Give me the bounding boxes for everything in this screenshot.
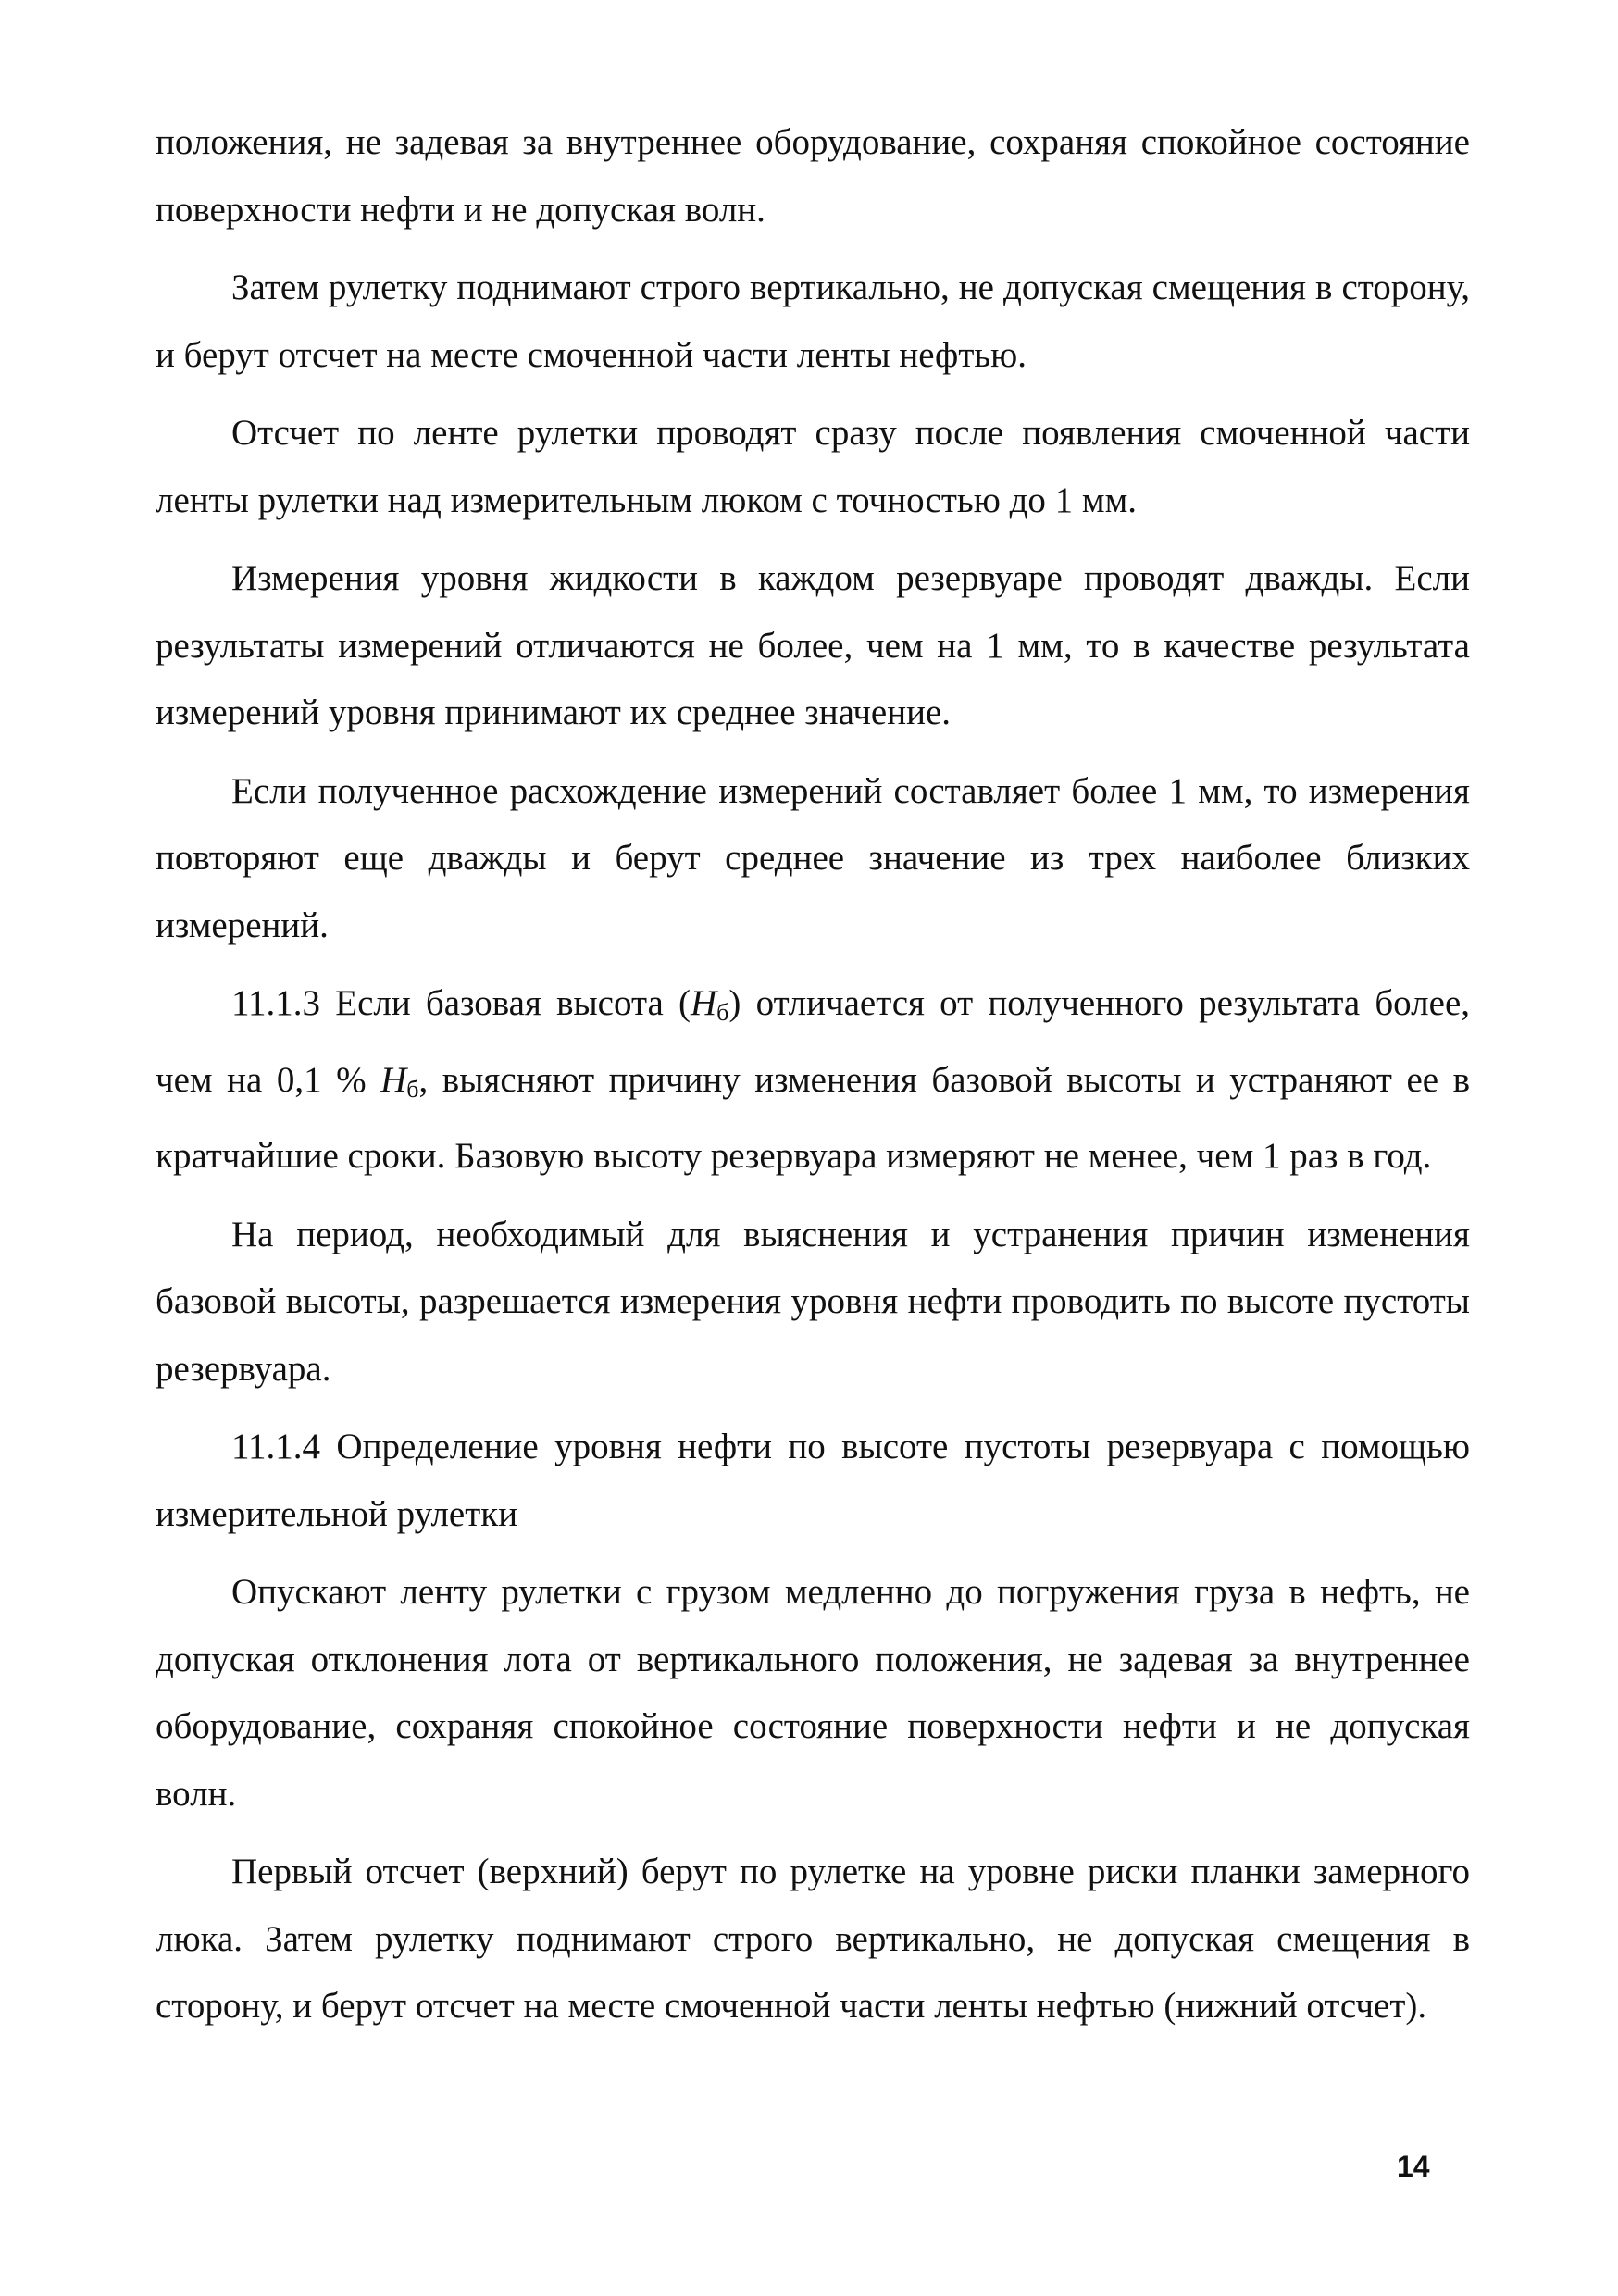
paragraph-4: Измерения уровня жидкости в каждом резервуаре проводят дважды. Если результаты измерений отличаются не более, чем на 1 мм, то в качестве результата измерений уровня принимают их среднее значение. bbox=[156, 558, 1470, 732]
paragraph-2: Затем рулетку поднимают строго вертикально, не допуская смещения в сторону, и берут отсчет на месте смоченной части ленты нефтью. bbox=[156, 268, 1470, 375]
paragraph-5: Если полученное расхождение измерений составляет более 1 мм, то измерения повторяют еще дважды и берут среднее значение из трех наиболее близких измерений. bbox=[156, 770, 1470, 945]
paragraph-1: положения, не задевая за внутреннее оборудование, сохраняя спокойное состояние поверхности нефти и не допуская волн. bbox=[156, 122, 1470, 230]
clause-text-part-1: 11.1.3 Если базовая высота ( bbox=[231, 983, 691, 1023]
paragraph-9: Опускают ленту рулетки с грузом медленно до погружения груза в нефть, не допуская отклонения лота от вертикального положения, не задевая за внутреннее оборудование, сохраняя спокойное состояние поверхности нефти и не допуская волн. bbox=[156, 1572, 1470, 1814]
page-number: 14 bbox=[1397, 2150, 1430, 2183]
paragraph-3: Отсчет по ленте рулетки проводят сразу после появления смоченной части ленты рулетки над измерительным люком с точностью до 1 мм. bbox=[156, 413, 1470, 520]
base-height-symbol: $Н_б$ bbox=[691, 983, 729, 1026]
paragraph-6-clause-11-1-3 bbox=[156, 970, 1470, 1191]
paragraph-8-clause-11-1-4: 11.1.4 Определение уровня нефти по высоте пустоты резервуара с помощью измерительной рулетки bbox=[156, 1427, 1470, 1534]
paragraph-10: Первый отсчет (верхний) берут по рулетке на уровне риски планки замерного люка. Затем рулетку поднимают строго вертикально, не допуская смещения в сторону, и берут отсчет на месте смоченной части ленты нефтью (нижний отсчет). bbox=[156, 1852, 1470, 2026]
clause-text-part-3: , выясняют причину изменения базовой высоты и устраняют ее в кратчайшие сроки. Базовую высоту резервуара измеряют не менее, чем 1 раз в год. bbox=[156, 1059, 1470, 1176]
body-text bbox=[156, 109, 1470, 2052]
base-height-symbol-2: $Н_б$ bbox=[380, 1059, 419, 1103]
clause-text-part-2: ) отличается от полученного результата более, чем на 0,1 % bbox=[156, 983, 1471, 1100]
paragraph-7: На период, необходимый для выяснения и устранения причин изменения базовой высоты, разрешается измерения уровня нефти проводить по высоте пустоты резервуара. bbox=[156, 1214, 1470, 1389]
